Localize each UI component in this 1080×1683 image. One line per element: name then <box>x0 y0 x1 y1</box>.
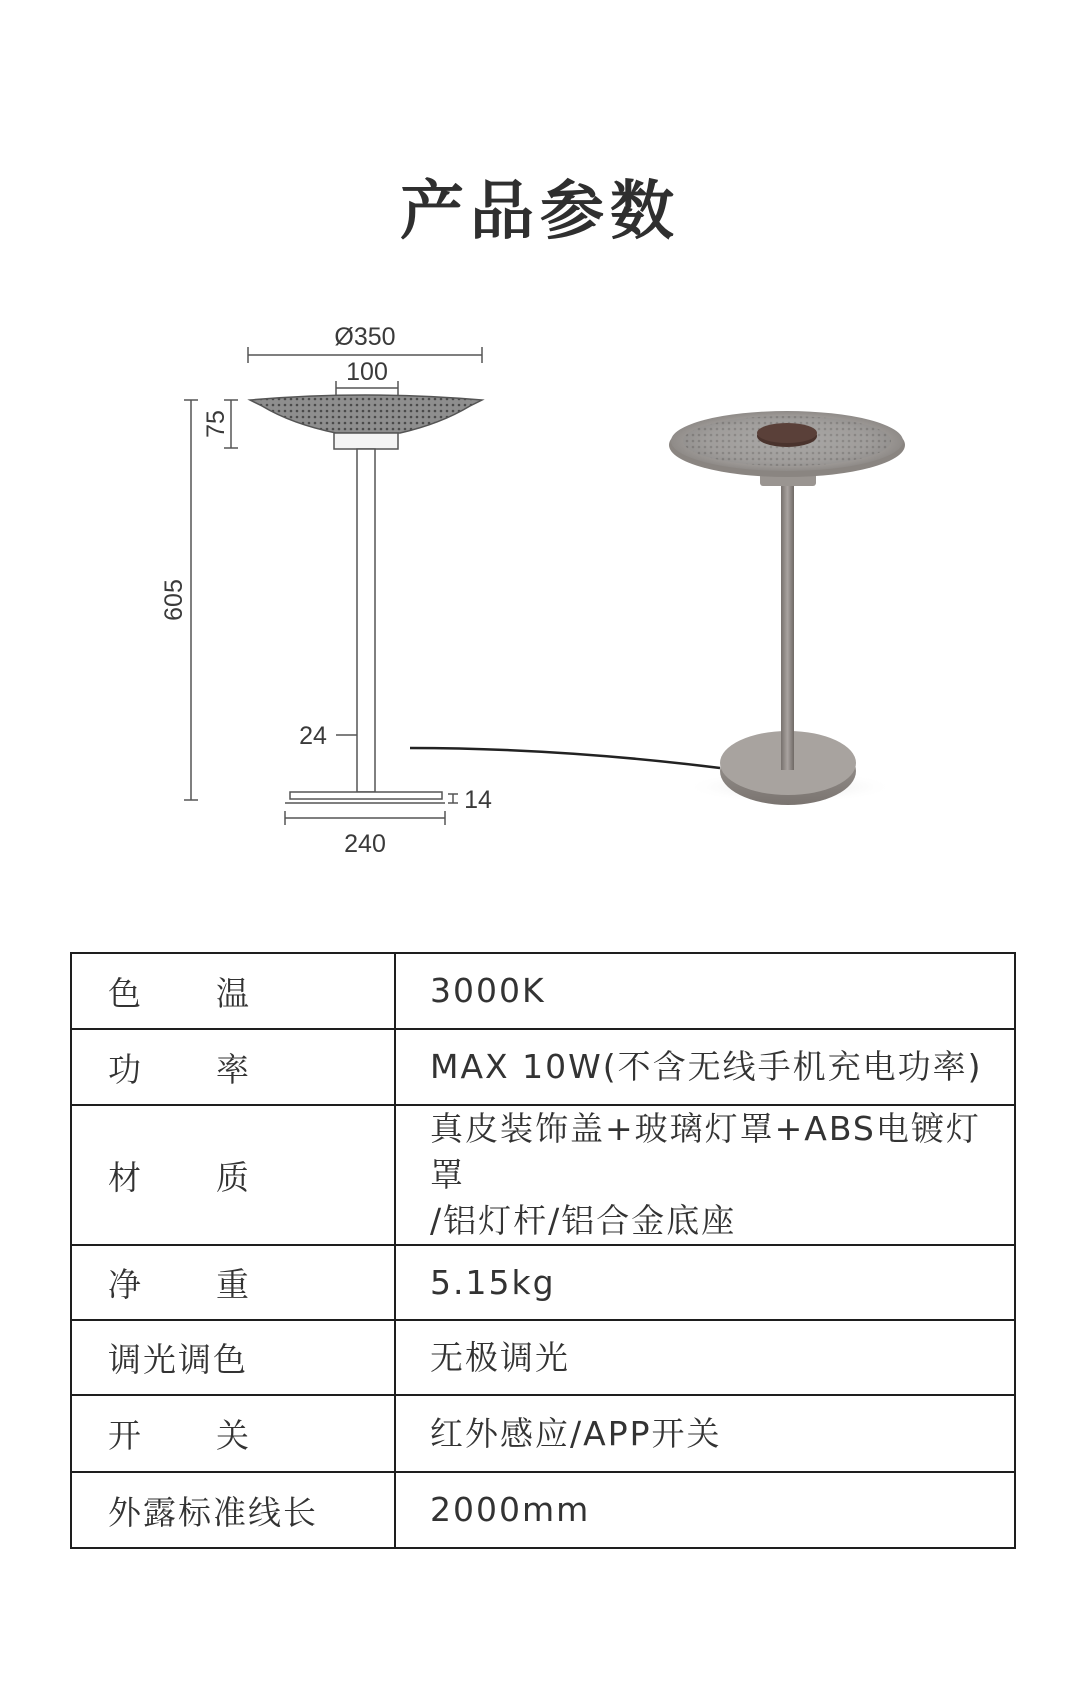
spec-label-dimming: 调光调色 <box>71 1320 395 1395</box>
spec-label-net-weight: 净 重 <box>71 1245 395 1320</box>
page-title: 产品参数 <box>400 175 680 249</box>
spec-label-cable-length: 外露标准线长 <box>71 1472 395 1548</box>
spec-label-color-temp: 色 温 <box>71 953 395 1029</box>
table-row <box>71 1395 1015 1472</box>
dim-base-thickness: 14 <box>464 786 492 814</box>
spec-value-dimming: 无极调光 <box>395 1320 1015 1395</box>
dim-cap-diameter: 100 <box>346 358 388 386</box>
material-line-1: 真皮装饰盖+玻璃灯罩+ABS电镀灯罩 <box>430 1109 981 1194</box>
dim-shade-diameter: Ø350 <box>334 323 396 351</box>
dim-pole-diameter: 24 <box>299 722 327 750</box>
lamp-render <box>410 411 905 805</box>
spec-value-power: MAX 10W(不含无线手机充电功率) <box>395 1029 1015 1105</box>
table-row <box>71 1029 1015 1105</box>
spec-table <box>70 952 1016 1549</box>
spec-value-net-weight: 5.15kg <box>395 1245 1015 1320</box>
spec-label-switch: 开 关 <box>71 1395 395 1472</box>
table-row <box>71 1472 1015 1548</box>
table-row <box>71 953 1015 1029</box>
lamp-drawing <box>250 395 482 803</box>
spec-value-switch: 红外感应/APP开关 <box>395 1395 1015 1472</box>
spec-value-material <box>395 1105 1015 1245</box>
dim-base-diameter: 240 <box>344 830 386 858</box>
table-row <box>71 1105 1015 1245</box>
table-row <box>71 1320 1015 1395</box>
dim-shade-height: 75 <box>202 410 230 438</box>
spec-value-color-temp: 3000K <box>395 953 1015 1029</box>
spec-label-material: 材 质 <box>71 1105 395 1245</box>
spec-value-cable-length: 2000mm <box>395 1472 1015 1548</box>
dim-total-height: 605 <box>160 579 188 621</box>
table-row <box>71 1245 1015 1320</box>
product-figure <box>0 300 1080 900</box>
spec-label-power: 功 率 <box>71 1029 395 1105</box>
material-line-2: /铝灯杆/铝合金底座 <box>430 1201 737 1240</box>
